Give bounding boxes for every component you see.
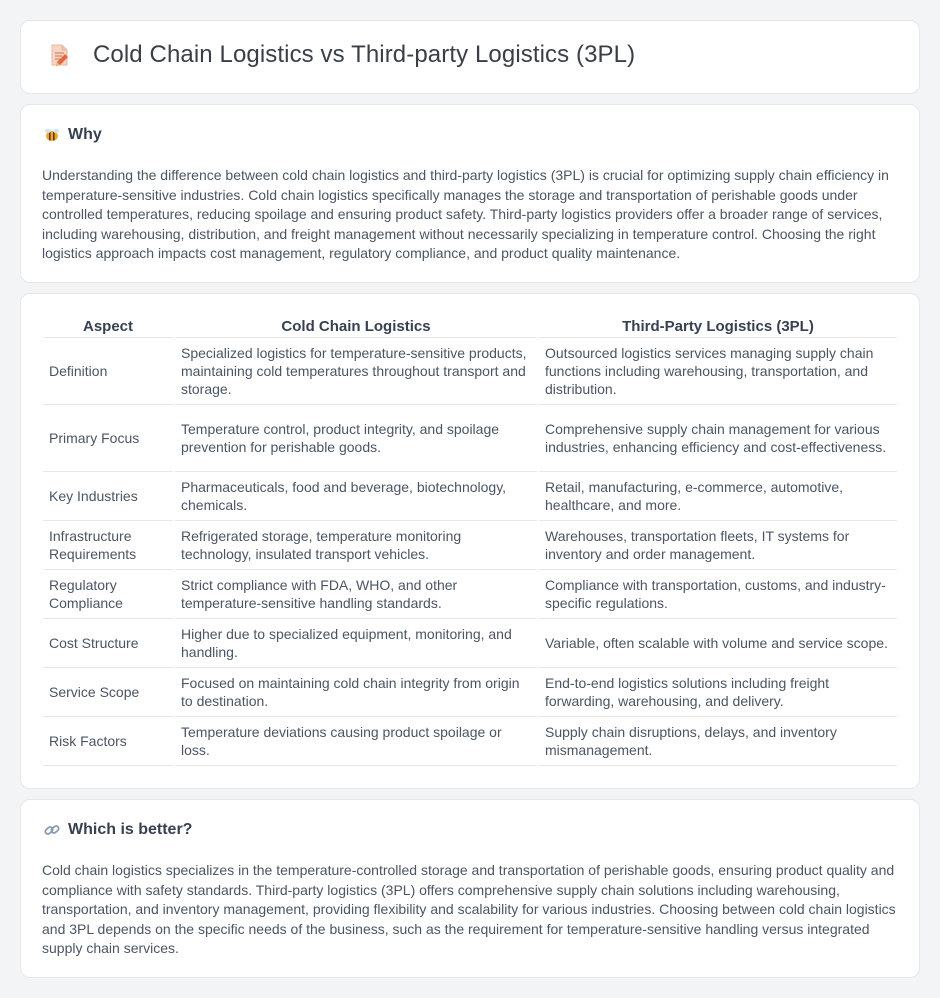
page-title: Cold Chain Logistics vs Third-party Logistics (3PL) [93,41,636,68]
table-row [43,668,897,717]
page-header [45,41,635,69]
document-edit-icon [45,41,73,69]
why-heading [43,126,102,144]
row-3pl: Outsourced logistics services managing supply chain functions including warehousing, transportation, and distribution. [539,338,897,405]
column-header-3pl: Third-Party Logistics (3PL) [539,316,897,338]
row-3pl: Warehouses, transportation fleets, IT systems for inventory and order management. [539,521,897,570]
row-cold-chain: Specialized logistics for temperature-sensitive products, maintaining cold temperatures throughout transport and storage. [175,338,537,405]
row-cold-chain: Temperature deviations causing product spoilage or loss. [175,717,537,766]
table-header-row [43,316,897,338]
row-cold-chain: Pharmaceuticals, food and beverage, biotechnology, chemicals. [175,472,537,521]
row-cold-chain: Strict compliance with FDA, WHO, and other temperature-sensitive handling standards. [175,570,537,619]
row-3pl: Supply chain disruptions, delays, and inventory mismanagement. [539,717,897,766]
row-aspect: Regulatory Compliance [43,570,173,619]
row-cold-chain: Temperature control, product integrity, and spoilage prevention for perishable goods. [175,405,537,472]
bee-icon [43,126,61,144]
table-row [43,619,897,668]
table-row [43,472,897,521]
row-3pl: Variable, often scalable with volume and service scope. [539,619,897,668]
which-better-section [20,799,920,978]
better-body: Cold chain logistics specializes in the temperature-controlled storage and transportation of perishable goods, ensuring product quality and compliance with safety standards. Third-party logistics (3PL) offers comprehensive supply chain solutions including warehousing, transportation, and inventory management, providing flexibility and scalability for various industries. Choosing between cold chain logistics and 3PL depends on the specific needs of the business, such as the requirement for temperature-sensitive handling versus integrated supply chain services. [42,862,896,956]
table-row [43,338,897,405]
row-3pl: Retail, manufacturing, e-commerce, automotive, healthcare, and more. [539,472,897,521]
table-row [43,717,897,766]
table-row [43,570,897,619]
better-heading [43,821,192,839]
header-card [20,20,920,94]
row-aspect: Infrastructure Requirements [43,521,173,570]
row-3pl: Comprehensive supply chain management for various industries, enhancing efficiency and cost-effectiveness. [539,405,897,472]
table-row [43,521,897,570]
table-row [43,405,897,472]
row-aspect: Service Scope [43,668,173,717]
row-aspect: Definition [43,338,173,405]
why-title: Why [68,126,102,143]
row-cold-chain: Refrigerated storage, temperature monitoring technology, insulated transport vehicles. [175,521,537,570]
row-aspect: Primary Focus [43,405,173,472]
row-cold-chain: Focused on maintaining cold chain integrity from origin to destination. [175,668,537,717]
row-3pl: End-to-end logistics solutions including freight forwarding, warehousing, and delivery. [539,668,897,717]
row-aspect: Risk Factors [43,717,173,766]
row-cold-chain: Higher due to specialized equipment, monitoring, and handling. [175,619,537,668]
column-header-cold-chain: Cold Chain Logistics [175,316,537,338]
why-section [20,104,920,283]
why-body: Understanding the difference between cold chain logistics and third-party logistics (3PL) is crucial for optimizing supply chain efficiency in temperature-sensitive industries. Cold chain logistics specifically manages the storage and transportation of perishable goods under controlled temperatures, reducing spoilage and ensuring product safety. Third-party logistics providers offer a broader range of services, including warehousing, distribution, and freight management without necessarily specializing in temperature control. Choosing the right logistics approach impacts cost management, regulatory compliance, and product quality maintenance. [42,167,889,261]
better-title: Which is better? [68,821,193,838]
comparison-card [20,293,920,789]
row-aspect: Key Industries [43,472,173,521]
comparison-table [41,316,899,766]
row-3pl: Compliance with transportation, customs, and industry-specific regulations. [539,570,897,619]
row-aspect: Cost Structure [43,619,173,668]
column-header-aspect: Aspect [43,316,173,338]
link-icon [43,821,61,839]
